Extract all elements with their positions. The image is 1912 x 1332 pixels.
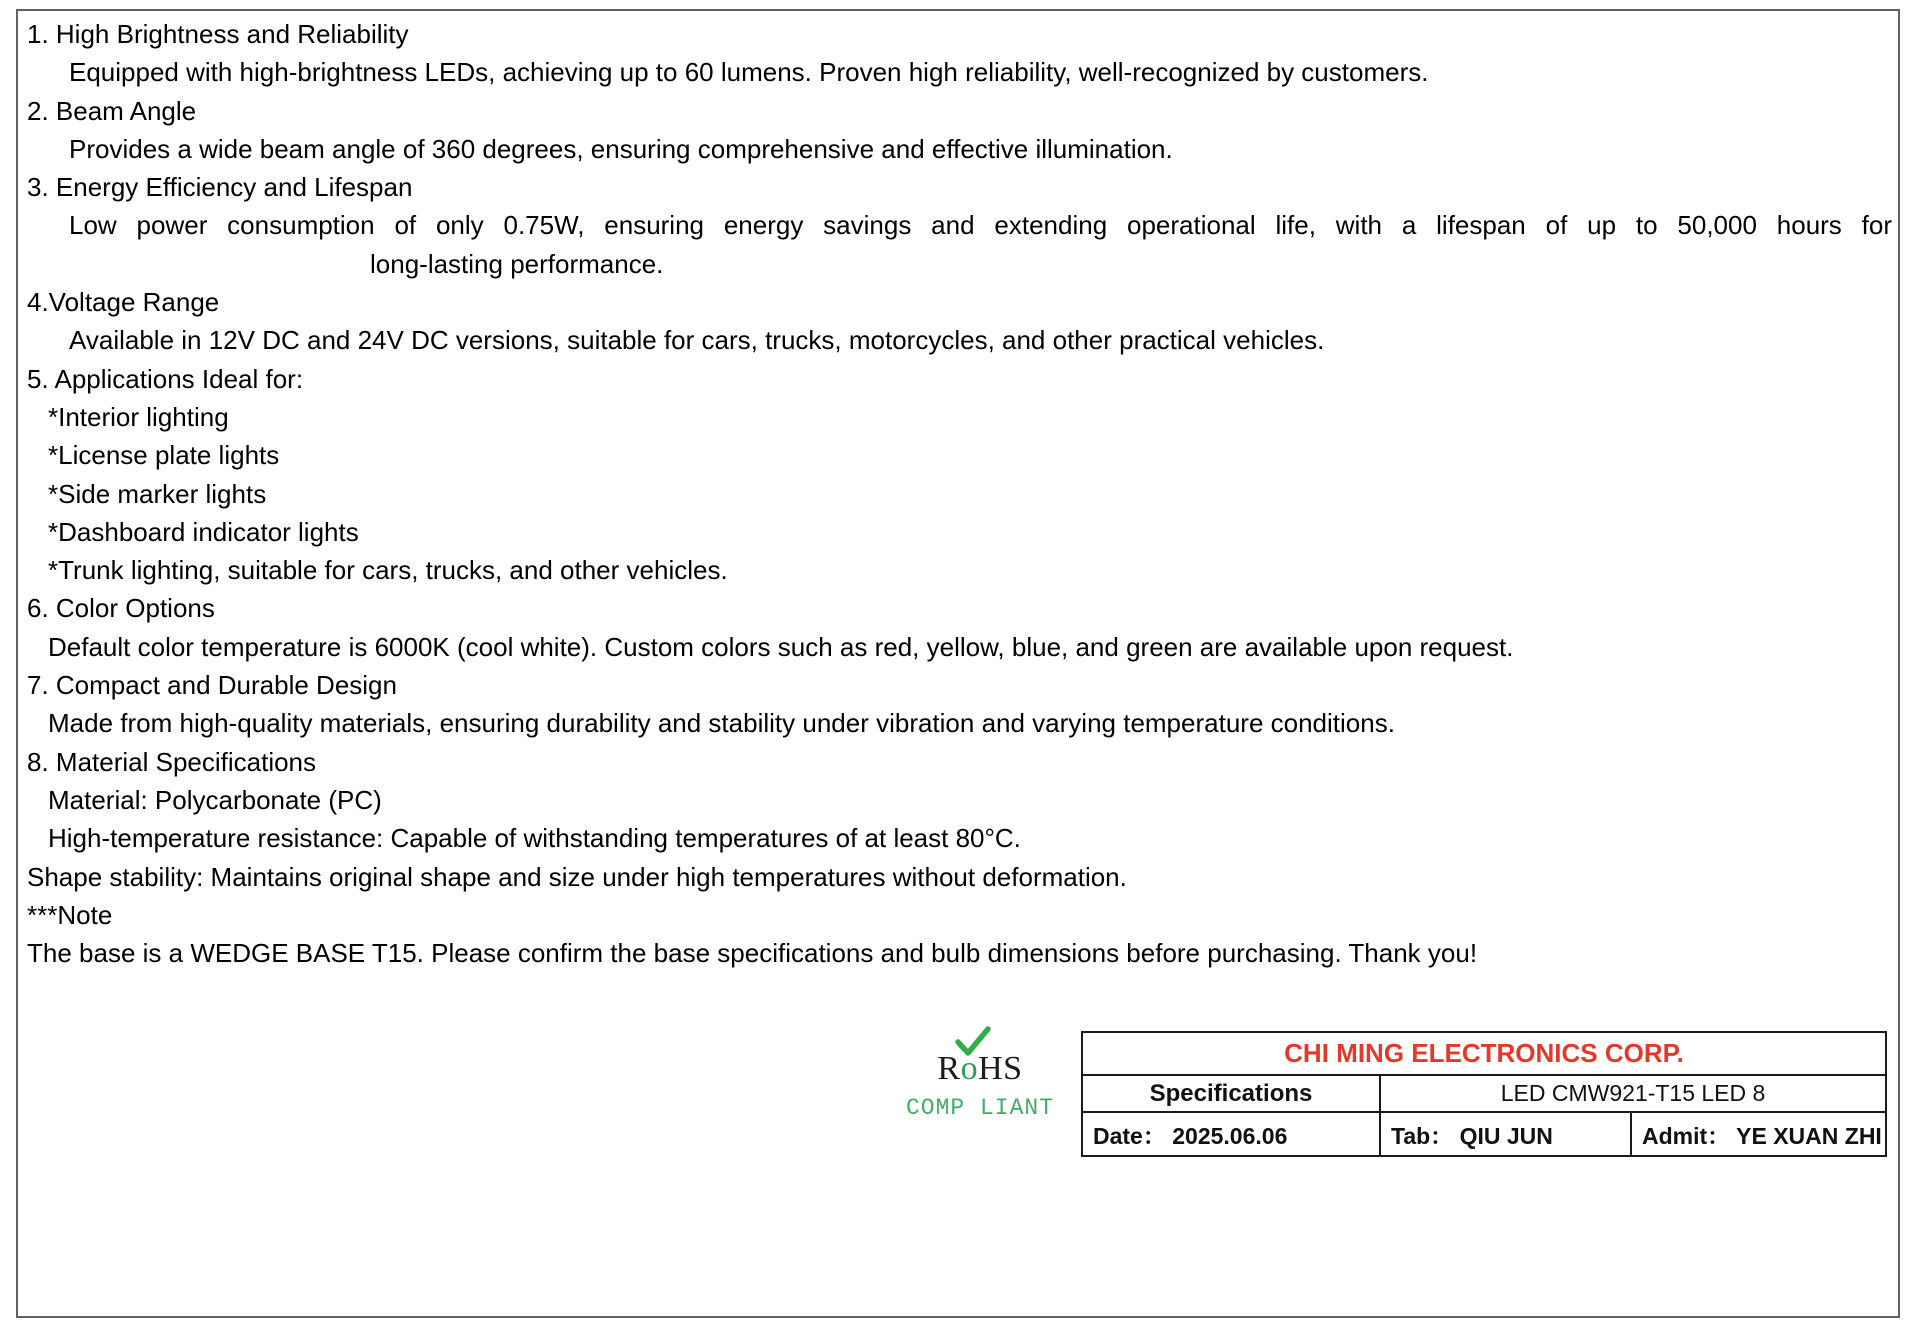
feature-line: Material: Polycarbonate (PC)	[48, 784, 382, 815]
feature-line: Default color temperature is 6000K (cool white). Custom colors such as red, yellow, blue, and green are available upon request.	[48, 631, 1514, 662]
feature-line: *Side marker lights	[48, 478, 267, 509]
admit-field: Admit： YE XUAN ZHI	[1631, 1112, 1886, 1156]
rohs-compliant-text: COMP LIANT	[905, 1095, 1055, 1121]
rohs-letter-r: R	[937, 1050, 961, 1087]
feature-line: Equipped with high-brightness LEDs, achieving up to 60 lumens. Proven high reliability, well-recognized by customers.	[69, 57, 1429, 88]
feature-line: ***Note	[27, 899, 113, 930]
feature-line: 8. Material Specifications	[27, 746, 317, 777]
feature-line: *Trunk lighting, suitable for cars, trucks, and other vehicles.	[48, 555, 728, 586]
rohs-letters-hs: HS	[978, 1050, 1023, 1087]
date-field: Date： 2025.06.06	[1082, 1112, 1380, 1156]
feature-line: Low power consumption of only 0.75W, ensuring energy savings and extending operational life, with a lifespan of up to 50,000 hours for	[69, 210, 1892, 241]
table-row	[1082, 1075, 1886, 1112]
page-border	[16, 9, 1900, 1318]
feature-line: The base is a WEDGE BASE T15. Please confirm the base specifications and bulb dimensions before purchasing. Thank you!	[27, 938, 1478, 969]
feature-line: 6. Color Options	[27, 593, 215, 624]
feature-line: *Dashboard indicator lights	[48, 516, 359, 547]
feature-line: Provides a wide beam angle of 360 degrees, ensuring comprehensive and effective illumination.	[69, 133, 1173, 164]
feature-line: Made from high-quality materials, ensuring durability and stability under vibration and varying temperature conditions.	[48, 708, 1395, 739]
feature-line: long-lasting performance.	[370, 248, 664, 279]
feature-line: 2. Beam Angle	[27, 95, 197, 126]
rohs-letter-o: o	[960, 1050, 979, 1087]
feature-line: 1. High Brightness and Reliability	[27, 19, 409, 49]
specifications-label: Specifications	[1082, 1075, 1380, 1112]
feature-line: 4.Voltage Range	[27, 287, 220, 318]
model-number: LED CMW921-T15 LED 8	[1380, 1075, 1886, 1112]
table-row	[1082, 1032, 1886, 1075]
table-row	[1082, 1112, 1886, 1156]
company-name: CHI MING ELECTRONICS CORP.	[1082, 1032, 1886, 1075]
feature-line: Shape stability: Maintains original shape and size under high temperatures without deformation.	[27, 861, 1127, 892]
feature-line: *License plate lights	[48, 440, 280, 471]
feature-line: *Interior lighting	[48, 401, 229, 432]
rohs-wordmark	[905, 1050, 1055, 1088]
feature-line: 7. Compact and Durable Design	[27, 670, 397, 701]
rohs-logo	[905, 1026, 1055, 1131]
feature-line: 5. Applications Ideal for:	[27, 363, 304, 394]
feature-line: Available in 12V DC and 24V DC versions, suitable for cars, trucks, motorcycles, and other practical vehicles.	[69, 325, 1325, 356]
feature-line: High-temperature resistance: Capable of withstanding temperatures of at least 80°C.	[48, 823, 1021, 854]
tab-field: Tab： QIU JUN	[1380, 1112, 1631, 1156]
feature-list	[27, 15, 1892, 972]
feature-line: 3. Energy Efficiency and Lifespan	[27, 172, 413, 203]
spec-table	[1081, 1031, 1887, 1157]
